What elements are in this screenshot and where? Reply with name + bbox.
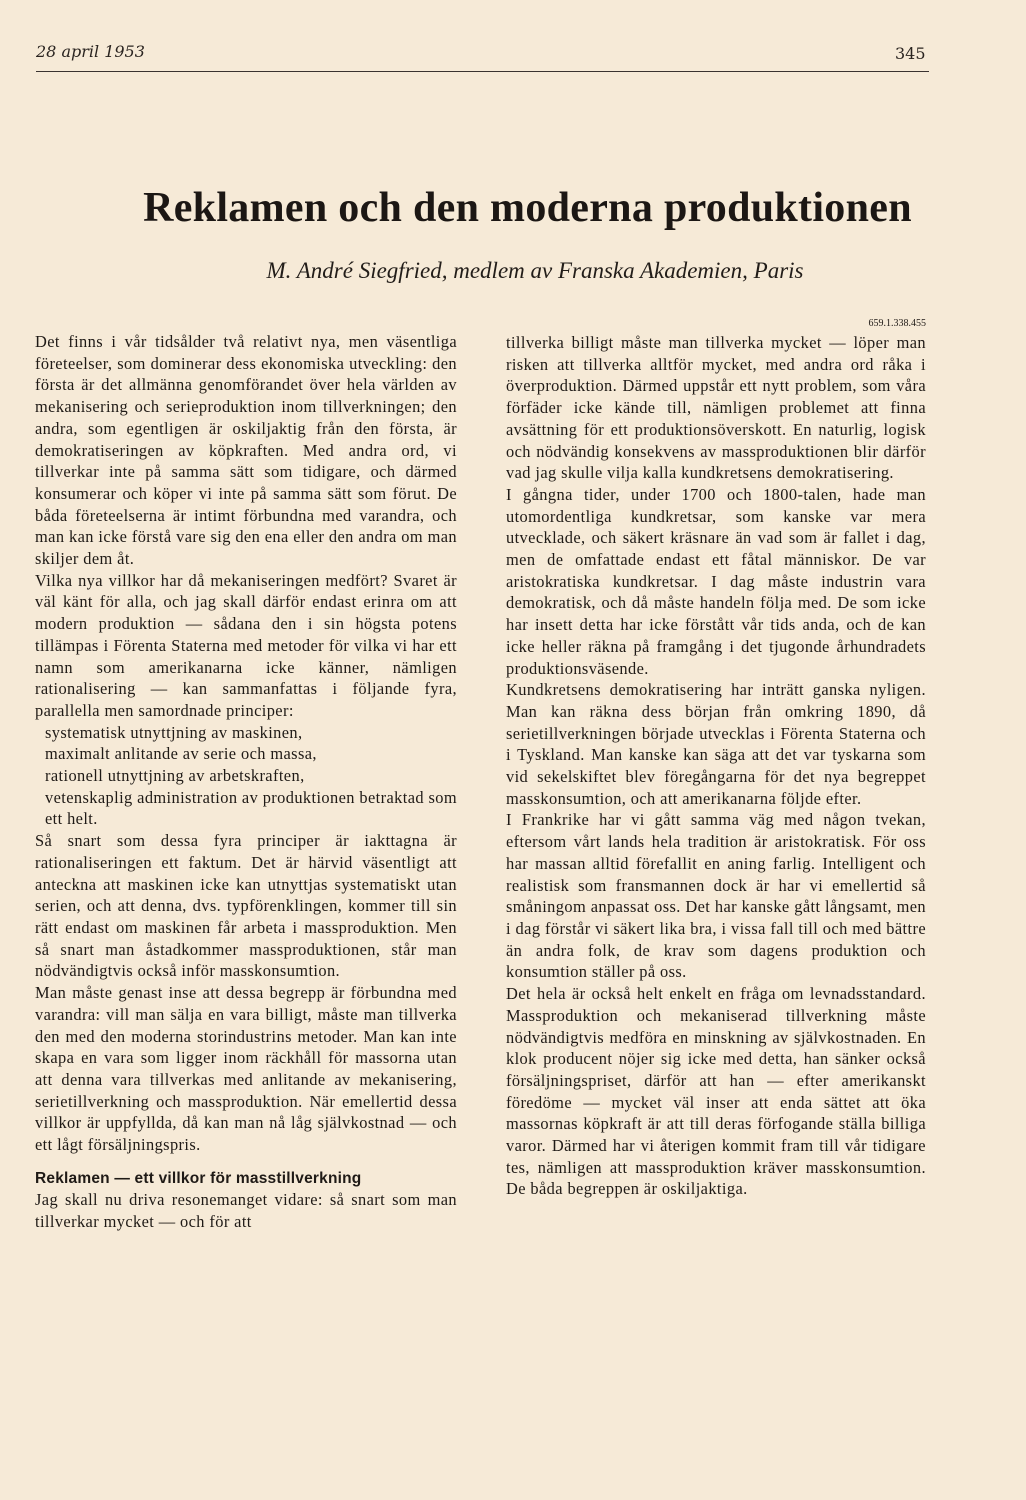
header-divider xyxy=(36,71,929,72)
paragraph: Det finns i vår tidsålder två relativt nya, men väsentliga företeelser, som dominerar dess ekonomiska utveckling: den första är det allmänna genomförandet över hela världen av mekanisering och serieproduktion inom tillverkningen; den andra, som egentligen är oskiljaktig från den första, är demokratiseringen av köpkraften. Med andra ord, vi tillverkar inte på samma sätt som tidigare, och därmed konsumerar och köper vi inte på samma sätt som förut. De båda företeelserna är intimt förbundna med varandra, och man kan icke förstå vare sig den ena eller den andra om man skiljer dem åt. xyxy=(35,332,457,569)
list-item: vetenskaplig administration av produktionen betraktad som ett helt. xyxy=(45,787,457,829)
paragraph: Vilka nya villkor har då mekaniseringen medfört? Svaret är väl känt för alla, och jag skall därför endast erinra om att modern produktion — sådana den i sin högsta potens tillämpas i Förenta Staterna med metoder för vilka vi har ett namn som amerikanarna icke känner, nämligen rationalisering — kan sammanfattas i följande fyra, parallella men samordnade principer: xyxy=(35,570,457,720)
principles-list xyxy=(35,722,457,831)
left-column xyxy=(35,331,457,1233)
issue-date: 28 april 1953 xyxy=(36,42,145,61)
article-title: Reklamen och den moderna produktionen xyxy=(143,185,912,231)
list-item: maximalt anlitande av serie och massa, xyxy=(45,744,317,764)
paragraph: Man måste genast inse att dessa begrepp är förbundna med varandra: vill man sälja en vara billigt, måste man tillverka den med den moderna storindustrins metoder. Man kan inte skapa en vara som ligger inom räckhåll för massorna utan att denna vara tillverkas med anlitande av mekanisering, serietillverkning och massproduktion. När emellertid dessa villkor är uppfyllda, då kan man nå låg självkostnad — och ett lågt försäljningspris. xyxy=(35,983,457,1155)
page-number: 345 xyxy=(895,44,926,63)
paragraph: I Frankrike har vi gått samma väg med någon tvekan, eftersom vårt lands hela tradition är aristokratisk. För oss har massan alltid förefallit en aning farlig. Intelligent och realistisk som fransmannen dock är har vi emellertid så småningom anpassat oss. Det har kanske gått långsamt, men i dag förstår vi säkert lika bra, i vissa fall till och med bättre än andra folk, de krav som dagens produktion och konsumtion ställer på oss. xyxy=(506,810,926,982)
list-item: rationell utnyttjning av arbetskraften, xyxy=(45,766,305,786)
paragraph: Kundkretsens demokratisering har inträtt ganska nyligen. Man kan räkna dess början från omkring 1890, då serietillverkningen började utvecklas i Förenta Staterna och i Tyskland. Man kanske kan säga att det var tyskarna som vid sekelskiftet blev föregångarna för det nya begreppet masskonsumtion, och att amerikanarna följde efter. xyxy=(506,680,926,808)
paragraph: I gångna tider, under 1700 och 1800-talen, hade man utomordentliga kundkretsar, som kanske var mera utvecklade, och säkert kräsnare än vad som är fallet i dag, men de omfattade endast ett fåtal människor. De var aristokratiska kundkretsar. I dag måste industrin vara demokratisk, och då måste handeln följa med. De som icke har insett detta har icke förstått vår tids anda, och de kan icke heller räkna på framgång i det tjugonde århundradets produktionsväsende. xyxy=(506,484,926,678)
list-item: systematisk utnyttjning av maskinen, xyxy=(45,722,303,742)
article-byline: M. André Siegfried, medlem av Franska Akademien, Paris xyxy=(266,258,804,283)
paragraph: Det hela är också helt enkelt en fråga om levnadsstandard. Massproduktion och mekaniserad tillverkning måste nödvändigtvis medföra en minskning av självkostnaden. En klok producent nöjer sig icke med detta, han sänker också försäljningspriset, därför att han — efter amerikanskt föredöme — mycket väl inser att enda sättet att öka massornas köpkraft är att till deras förfogande ställa billiga varor. Därmed har vi återigen kommit fram till vår tidigare tes, nämligen att massproduktion kräver masskonsumtion. De båda begreppen är oskiljaktiga. xyxy=(506,984,926,1199)
paragraph: Jag skall nu driva resonemanget vidare: så snart som man tillverkar mycket — och för att xyxy=(35,1190,457,1232)
right-column xyxy=(506,318,926,1200)
paragraph: tillverka billigt måste man tillverka mycket — löper man risken att tillverka alltför mycket, med andra ord råka i överproduktion. Därmed uppstår ett nytt problem, som våra förfäder icke kände till, nämligen problemet att finna avsättning för ett produktionsöverskott. En naturlig, logisk och nödvändig konsekvens av massproduktionen blir därför vad jag skulle vilja kalla kundkretsens demokratisering. xyxy=(506,333,926,483)
udc-classification: 659.1.338.455 xyxy=(868,318,926,329)
section-heading: Reklamen — ett villkor för masstillverkning xyxy=(35,1169,362,1187)
paragraph: Så snart som dessa fyra principer är iakttagna är rationaliseringen ett faktum. Det är härvid väsentligt att anteckna att maskinen icke kan utnyttjas systematiskt utan serien, och att denna, dvs. typförenklingen, kommer till sin rätt endast om maskinen får arbeta i massproduktion. Men så snart man åstadkommer massproduktionen, står man nödvändigtvis också inför masskonsumtion. xyxy=(35,831,457,981)
